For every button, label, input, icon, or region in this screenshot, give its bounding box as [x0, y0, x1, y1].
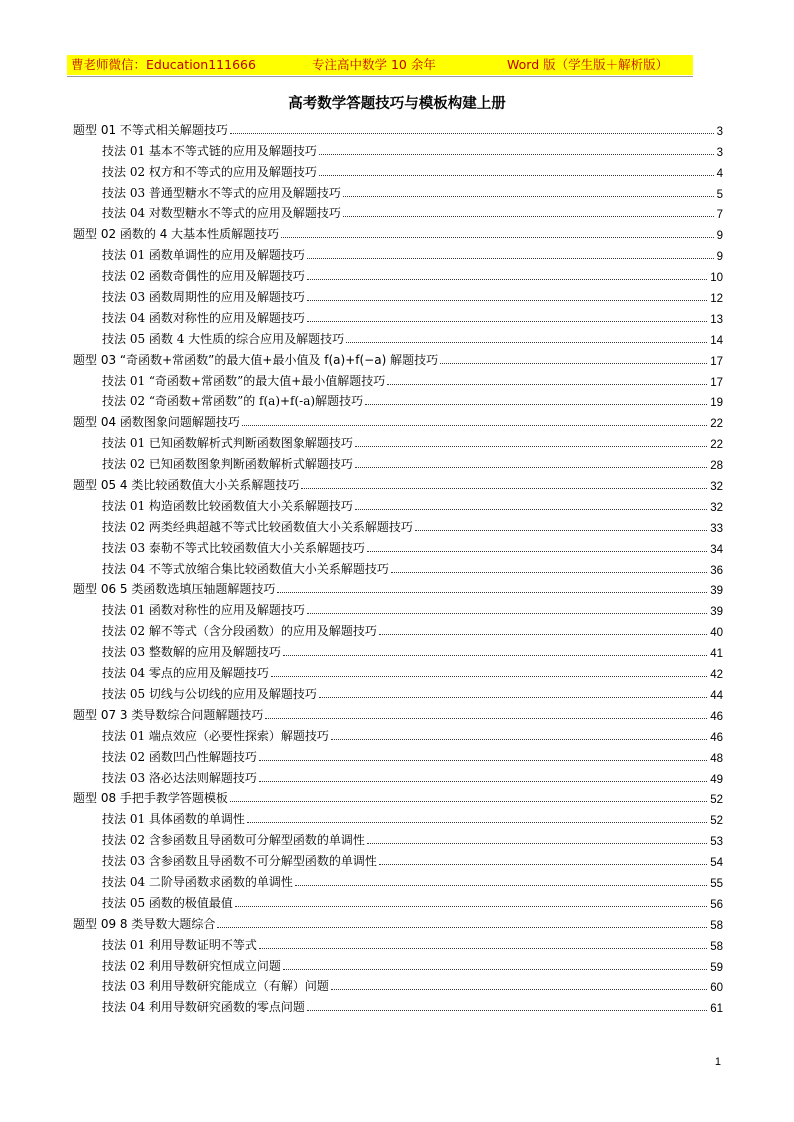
toc-subsection-entry[interactable] — [73, 326, 723, 347]
toc-entry-label: 技法 03 含参函数且导函数不可分解型函数的单调性 — [102, 854, 377, 869]
toc-entry-page: 48 — [710, 752, 723, 765]
toc-subsection-entry[interactable] — [73, 451, 723, 472]
toc-subsection-entry[interactable] — [73, 159, 723, 180]
toc-dot-leader — [307, 1010, 707, 1011]
toc-dot-leader — [301, 488, 707, 489]
header-focus: 专注高中数学 10 余年 — [312, 57, 436, 72]
toc-dot-leader — [230, 133, 714, 134]
toc-entry-page: 3 — [716, 146, 723, 159]
toc-dot-leader — [307, 613, 707, 614]
toc-entry-page: 42 — [710, 669, 723, 682]
toc-entry-page: 22 — [710, 439, 723, 452]
toc-subsection-entry[interactable] — [73, 430, 723, 451]
toc-subsection-entry[interactable] — [73, 994, 723, 1015]
toc-dot-leader — [391, 572, 707, 573]
toc-entry-page: 5 — [716, 188, 723, 201]
toc-subsection-entry[interactable] — [73, 974, 723, 995]
toc-entry-label: 题型 09 8 类导数大题综合 — [73, 916, 216, 931]
toc-entry-page: 10 — [710, 272, 723, 285]
toc-entry-label: 技法 01 “奇函数+常函数”的最大值+最小值解题技巧 — [102, 373, 386, 388]
toc-entry-page: 32 — [710, 501, 723, 514]
toc-entry-label: 技法 01 已知函数解析式判断函数图象解题技巧 — [102, 436, 353, 451]
toc-dot-leader — [259, 781, 707, 782]
toc-dot-leader — [355, 467, 707, 468]
toc-entry-page: 53 — [710, 836, 723, 849]
toc-dot-leader — [242, 425, 707, 426]
toc-section-entry[interactable] — [73, 347, 723, 368]
toc-subsection-entry[interactable] — [73, 305, 723, 326]
header-teacher-contact: 曹老师微信：Education111666 — [71, 57, 256, 72]
toc-subsection-entry[interactable] — [73, 744, 723, 765]
toc-section-entry[interactable] — [73, 911, 723, 932]
toc-entry-label: 技法 01 基本不等式链的应用及解题技巧 — [102, 143, 317, 158]
toc-entry-page: 55 — [710, 877, 723, 890]
toc-dot-leader — [235, 906, 707, 907]
toc-subsection-entry[interactable] — [73, 389, 723, 410]
toc-entry-page: 9 — [716, 251, 723, 264]
toc-dot-leader — [259, 948, 707, 949]
toc-entry-label: 技法 01 利用导数证明不等式 — [102, 937, 257, 952]
toc-entry-page: 61 — [710, 1003, 723, 1016]
toc-entry-label: 技法 02 函数凹凸性解题技巧 — [102, 749, 257, 764]
toc-entry-label: 技法 01 端点效应（必要性探索）解题技巧 — [102, 728, 329, 743]
toc-subsection-entry[interactable] — [73, 827, 723, 848]
toc-entry-label: 技法 03 函数周期性的应用及解题技巧 — [102, 290, 305, 305]
toc-dot-leader — [230, 801, 707, 802]
toc-subsection-entry[interactable] — [73, 556, 723, 577]
toc-entry-page: 36 — [710, 564, 723, 577]
toc-entry-label: 技法 05 函数 4 大性质的综合应用及解题技巧 — [102, 331, 345, 346]
toc-dot-leader — [283, 655, 707, 656]
toc-subsection-entry[interactable] — [73, 723, 723, 744]
toc-entry-page: 46 — [710, 731, 723, 744]
document-title: 高考数学答题技巧与模板构建上册 — [288, 96, 506, 112]
toc-entry-label: 题型 06 5 类函数选填压轴题解题技巧 — [73, 582, 276, 597]
toc-section-entry[interactable] — [73, 702, 723, 723]
toc-dot-leader — [319, 175, 714, 176]
toc-entry-label: 题型 05 4 类比较函数值大小关系解题技巧 — [73, 478, 300, 493]
toc-entry-label: 技法 05 函数的极值最值 — [102, 895, 233, 910]
toc-entry-page: 33 — [710, 522, 723, 535]
toc-entry-label: 技法 04 二阶导函数求函数的单调性 — [102, 874, 293, 889]
toc-entry-label: 题型 02 函数的 4 大基本性质解题技巧 — [73, 227, 280, 242]
table-of-contents — [73, 117, 723, 1015]
toc-subsection-entry[interactable] — [73, 806, 723, 827]
toc-entry-page: 58 — [710, 940, 723, 953]
toc-entry-page: 19 — [710, 397, 723, 410]
toc-entry-label: 技法 05 切线与公切线的应用及解题技巧 — [102, 686, 317, 701]
toc-dot-leader — [346, 342, 707, 343]
toc-subsection-entry[interactable] — [73, 180, 723, 201]
toc-entry-label: 技法 04 函数对称性的应用及解题技巧 — [102, 310, 305, 325]
toc-entry-label: 题型 04 函数图象问题解题技巧 — [73, 415, 240, 430]
page-number: 1 — [714, 1056, 721, 1068]
toc-section-entry[interactable] — [73, 221, 723, 242]
toc-entry-label: 技法 03 利用导数研究能成立（有解）问题 — [102, 979, 329, 994]
toc-entry-label: 题型 08 手把手教学答题模板 — [73, 791, 228, 806]
toc-entry-label: 技法 02 权方和不等式的应用及解题技巧 — [102, 164, 317, 179]
toc-subsection-entry[interactable] — [73, 138, 723, 159]
toc-dot-leader — [307, 258, 714, 259]
toc-entry-label: 技法 03 整数解的应用及解题技巧 — [102, 645, 281, 660]
toc-section-entry[interactable] — [73, 786, 723, 807]
toc-section-entry[interactable] — [73, 577, 723, 598]
toc-dot-leader — [217, 927, 707, 928]
toc-dot-leader — [295, 885, 707, 886]
header-divider — [67, 76, 693, 77]
toc-subsection-entry[interactable] — [73, 514, 723, 535]
toc-entry-label: 技法 02 “奇函数+常函数”的 f(a)+f(-a)解题技巧 — [102, 394, 364, 409]
toc-entry-label: 题型 01 不等式相关解题技巧 — [73, 122, 228, 137]
header-banner — [67, 55, 693, 75]
toc-entry-page: 39 — [710, 585, 723, 598]
toc-subsection-entry[interactable] — [73, 932, 723, 953]
toc-subsection-entry[interactable] — [73, 681, 723, 702]
toc-entry-page: 56 — [710, 898, 723, 911]
toc-dot-leader — [355, 446, 707, 447]
toc-entry-page: 4 — [716, 167, 723, 180]
toc-entry-page: 60 — [710, 982, 723, 995]
toc-entry-page: 52 — [710, 815, 723, 828]
toc-entry-page: 7 — [716, 209, 723, 222]
toc-entry-page: 39 — [710, 606, 723, 619]
toc-entry-label: 技法 04 零点的应用及解题技巧 — [102, 666, 269, 681]
toc-entry-label: 技法 04 不等式放缩合集比较函数值大小关系解题技巧 — [102, 561, 389, 576]
toc-entry-page: 17 — [710, 355, 723, 368]
toc-entry-label: 题型 07 3 类导数综合问题解题技巧 — [73, 707, 264, 722]
toc-dot-leader — [307, 279, 707, 280]
toc-subsection-entry[interactable] — [73, 368, 723, 389]
toc-entry-label: 技法 04 对数型糖水不等式的应用及解题技巧 — [102, 206, 341, 221]
toc-dot-leader — [387, 384, 707, 385]
toc-subsection-entry[interactable] — [73, 535, 723, 556]
toc-dot-leader — [355, 509, 707, 510]
toc-entry-page: 34 — [710, 543, 723, 556]
toc-entry-page: 13 — [710, 313, 723, 326]
toc-dot-leader — [265, 718, 707, 719]
toc-entry-page: 32 — [710, 481, 723, 494]
toc-section-entry[interactable] — [73, 472, 723, 493]
toc-dot-leader — [379, 864, 707, 865]
toc-subsection-entry[interactable] — [73, 639, 723, 660]
toc-entry-label: 技法 01 函数对称性的应用及解题技巧 — [102, 603, 305, 618]
toc-dot-leader — [319, 697, 707, 698]
toc-entry-page: 59 — [710, 961, 723, 974]
toc-subsection-entry[interactable] — [73, 201, 723, 222]
toc-dot-leader — [281, 237, 713, 238]
toc-entry-label: 技法 04 利用导数研究函数的零点问题 — [102, 1000, 305, 1015]
toc-subsection-entry[interactable] — [73, 242, 723, 263]
toc-entry-label: 技法 02 已知函数图象判断函数解析式解题技巧 — [102, 457, 353, 472]
toc-dot-leader — [247, 822, 707, 823]
toc-entry-label: 技法 02 两类经典超越不等式比较函数值大小关系解题技巧 — [102, 519, 413, 534]
toc-dot-leader — [379, 634, 707, 635]
toc-subsection-entry[interactable] — [73, 848, 723, 869]
toc-dot-leader — [440, 363, 707, 364]
toc-dot-leader — [271, 676, 707, 677]
toc-entry-page: 41 — [710, 648, 723, 661]
toc-subsection-entry[interactable] — [73, 953, 723, 974]
toc-entry-page: 17 — [710, 376, 723, 389]
toc-entry-page: 9 — [716, 230, 723, 243]
toc-entry-label: 题型 03 “奇函数+常函数”的最大值+最小值及 f(a)+f(−a) 解题技巧 — [73, 352, 439, 367]
toc-dot-leader — [307, 321, 707, 322]
toc-subsection-entry[interactable] — [73, 597, 723, 618]
toc-dot-leader — [331, 739, 707, 740]
toc-entry-page: 40 — [710, 627, 723, 640]
toc-dot-leader — [415, 530, 707, 531]
toc-dot-leader — [331, 989, 707, 990]
toc-section-entry[interactable] — [73, 409, 723, 430]
toc-subsection-entry[interactable] — [73, 618, 723, 639]
toc-dot-leader — [365, 404, 707, 405]
toc-dot-leader — [367, 843, 707, 844]
toc-dot-leader — [319, 154, 714, 155]
toc-entry-page: 58 — [710, 919, 723, 932]
toc-entry-label: 技法 01 构造函数比较函数值大小关系解题技巧 — [102, 498, 353, 513]
toc-entry-page: 49 — [710, 773, 723, 786]
toc-subsection-entry[interactable] — [73, 493, 723, 514]
toc-entry-label: 技法 02 函数奇偶性的应用及解题技巧 — [102, 269, 305, 284]
toc-entry-label: 技法 03 普通型糖水不等式的应用及解题技巧 — [102, 185, 341, 200]
toc-entry-label: 技法 01 函数单调性的应用及解题技巧 — [102, 248, 305, 263]
toc-entry-page: 14 — [710, 334, 723, 347]
toc-entry-label: 技法 01 具体函数的单调性 — [102, 812, 245, 827]
toc-entry-page: 28 — [710, 460, 723, 473]
toc-section-entry[interactable] — [73, 117, 723, 138]
header-version: Word 版（学生版＋解析版） — [507, 57, 669, 72]
toc-entry-label: 技法 02 含参函数且导函数可分解型函数的单调性 — [102, 833, 365, 848]
toc-dot-leader — [307, 300, 707, 301]
toc-dot-leader — [277, 592, 707, 593]
toc-entry-label: 技法 03 洛必达法则解题技巧 — [102, 770, 257, 785]
toc-dot-leader — [259, 760, 707, 761]
toc-entry-page: 46 — [710, 710, 723, 723]
toc-subsection-entry[interactable] — [73, 284, 723, 305]
toc-subsection-entry[interactable] — [73, 660, 723, 681]
toc-subsection-entry[interactable] — [73, 890, 723, 911]
toc-dot-leader — [343, 216, 714, 217]
toc-entry-page: 3 — [716, 125, 723, 138]
toc-entry-label: 技法 02 利用导数研究恒成立问题 — [102, 958, 281, 973]
toc-dot-leader — [283, 969, 707, 970]
toc-entry-page: 54 — [710, 857, 723, 870]
toc-entry-label: 技法 02 解不等式（含分段函数）的应用及解题技巧 — [102, 624, 377, 639]
toc-subsection-entry[interactable] — [73, 869, 723, 890]
toc-entry-page: 44 — [710, 689, 723, 702]
toc-entry-page: 52 — [710, 794, 723, 807]
toc-subsection-entry[interactable] — [73, 263, 723, 284]
toc-dot-leader — [367, 551, 707, 552]
toc-subsection-entry[interactable] — [73, 765, 723, 786]
toc-entry-page: 12 — [710, 293, 723, 306]
toc-entry-label: 技法 03 泰勒不等式比较函数值大小关系解题技巧 — [102, 540, 365, 555]
toc-entry-page: 22 — [710, 418, 723, 431]
toc-dot-leader — [343, 196, 714, 197]
